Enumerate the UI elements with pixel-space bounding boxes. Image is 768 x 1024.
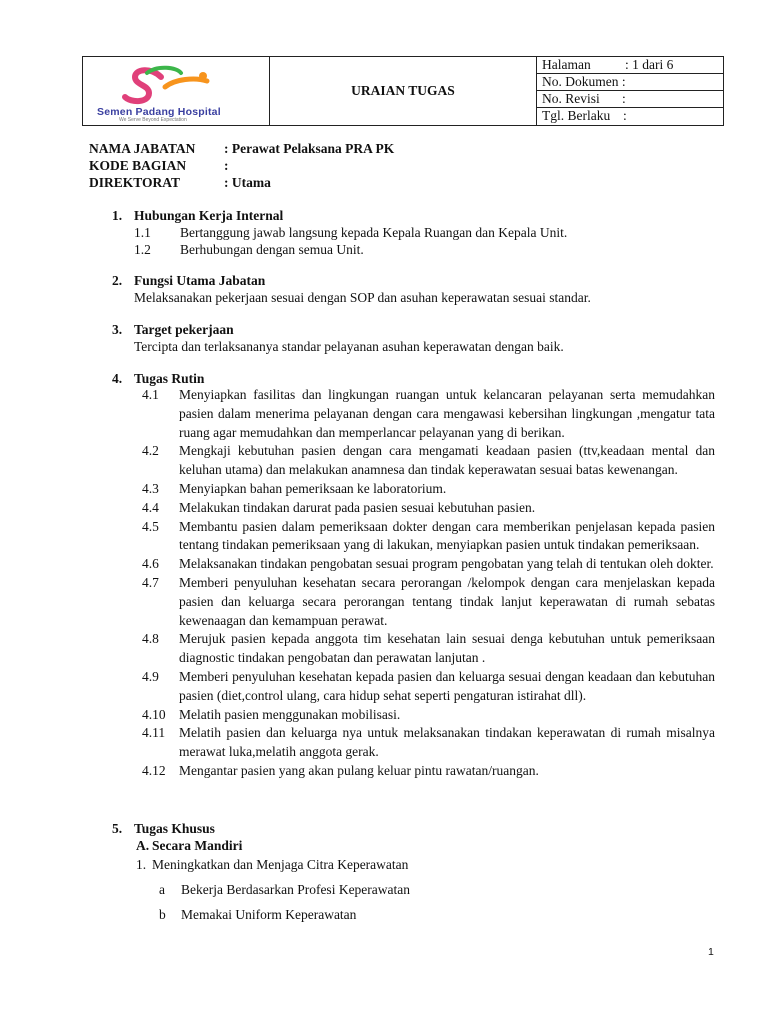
list-item: 4.12 Mengantar pasien yang akan pulang keluar pintu rawatan/ruangan. xyxy=(142,762,539,778)
list-item: 4.3 Menyiapkan bahan pemeriksaan ke laboratorium. xyxy=(142,480,447,496)
logo-text: Semen Padang Hospital xyxy=(97,106,221,118)
subsection-independent: A. Secara Mandiri xyxy=(136,838,243,853)
list-item: 4.9 Memberi penyuluhan kesehatan kepada pasien dan keluarga sesuai dengan keadaan dan kebutuhan pasien (diet,control ulang, cara hidup sehat seperti pengaturan istirahat dll). xyxy=(142,668,715,703)
list-item: 4.6 Melaksanakan tindakan pengobatan sesuai program pengobatan yang telah di tentukan oleh dokter. xyxy=(142,556,714,572)
section-main-function xyxy=(112,272,591,306)
directorate-row: DIREKTORAT : Utama xyxy=(89,175,271,190)
meta-doc-number: No. Dokumen : xyxy=(537,74,723,91)
section-body: Melaksanakan pekerjaan sesuai dengan SOP dan asuhan keperawatan sesuai standar. xyxy=(134,290,591,305)
subsection-item: 1. Meningkatkan dan Menjaga Citra Keperawatan xyxy=(136,857,409,872)
page-number: 1 xyxy=(708,946,714,958)
dept-code-row: KODE BAGIAN : xyxy=(89,158,229,173)
list-item: b Memakai Uniform Keperawatan xyxy=(159,907,357,922)
meta-revision: No. Revisi : xyxy=(537,91,723,108)
header-table xyxy=(82,56,724,126)
document-meta xyxy=(537,57,723,125)
section-heading: 4. Tugas Rutin xyxy=(112,371,205,386)
section-internal-relations xyxy=(112,207,567,258)
list-item: 4.11 Melatih pasien dan keluarga nya untuk melaksanakan tindakan keperawatan di rumah misalnya merawat luka,melatih anggota gerak. xyxy=(142,725,715,760)
list-item: 4.7 Memberi penyuluhan kesehatan secara perorangan /kelompok dengan cara menjelaskan kepada pasien dan keluarga secara perorangan tentang tindak lanjut keperawatan di rumah sebatas kewenaagan dan kemampuan perawat. xyxy=(142,574,715,628)
list-item: 4.2 Mengkaji kebutuhan pasien dengan cara mengamati keadaan pasien (ttv,keadaan mental dan keluhan utama) dan melakukan anamnesa dan tindak keperawatan sesuai batas kewenangan. xyxy=(142,443,715,478)
document-title: URAIAN TUGAS xyxy=(270,57,537,125)
section-special-tasks xyxy=(112,820,215,837)
logo-mark-icon xyxy=(91,63,221,107)
job-title-row: NAMA JABATAN : Perawat Pelaksana PRA PK xyxy=(89,141,395,156)
list-item: 4.5 Membantu pasien dalam pemeriksaan dokter dengan cara memberikan penjelasan kepada pasien tentang tindakan pemeriksaan yang di lakukan, menyiapkan pasien untuk tindakan pemeriksaan. xyxy=(142,518,715,553)
list-item: 4.8 Merujuk pasien kepada anggota tim kesehatan lain sesuai denga kebutuhan untuk pemeriksaan diagnostic tindakan pengobatan dan perawatan lanjutan . xyxy=(142,631,715,666)
section-heading: 5. Tugas Khusus xyxy=(112,821,215,836)
list-item: a Bekerja Berdasarkan Profesi Keperawatan xyxy=(159,882,411,897)
section-body: Tercipta dan terlaksananya standar pelayanan asuhan keperawatan dengan baik. xyxy=(134,339,564,354)
hospital-logo xyxy=(83,57,270,125)
list-item: 4.1 Menyiapkan fasilitas dan lingkungan ruangan untuk kelancaran pelayanan serta memudahkan pasien dalam menerima pelayanan dengan cara mengawasi kebersihan lingkungan ,mengatur tata ruang agar memudahkan dan memperlancar pelayanan yang di berikan. xyxy=(142,387,715,440)
list-item: 4.10 Melatih pasien menggunakan mobilisasi. xyxy=(142,706,401,722)
section-work-target xyxy=(112,321,564,355)
section-routine-tasks xyxy=(112,370,204,387)
section-heading: 2. Fungsi Utama Jabatan xyxy=(112,273,266,288)
meta-page: Halaman : 1 dari 6 xyxy=(537,57,723,74)
list-item: 4.4 Melakukan tindakan darurat pada pasien sesuai kebutuhan pasien. xyxy=(142,499,536,515)
job-identity xyxy=(89,140,394,191)
meta-effective-date: Tgl. Berlaku : xyxy=(542,108,627,123)
section-heading: 3. Target pekerjaan xyxy=(112,322,234,337)
list-item: 1.2 Berhubungan dengan semua Unit. xyxy=(134,242,364,257)
section-heading: 1. Hubungan Kerja Internal xyxy=(112,208,284,223)
list-item: 1.1 Bertanggung jawab langsung kepada Kepala Ruangan dan Kepala Unit. xyxy=(134,225,568,240)
logo-tagline: We Serve Beyond Expectation xyxy=(119,117,187,123)
routine-task-list xyxy=(142,386,715,781)
